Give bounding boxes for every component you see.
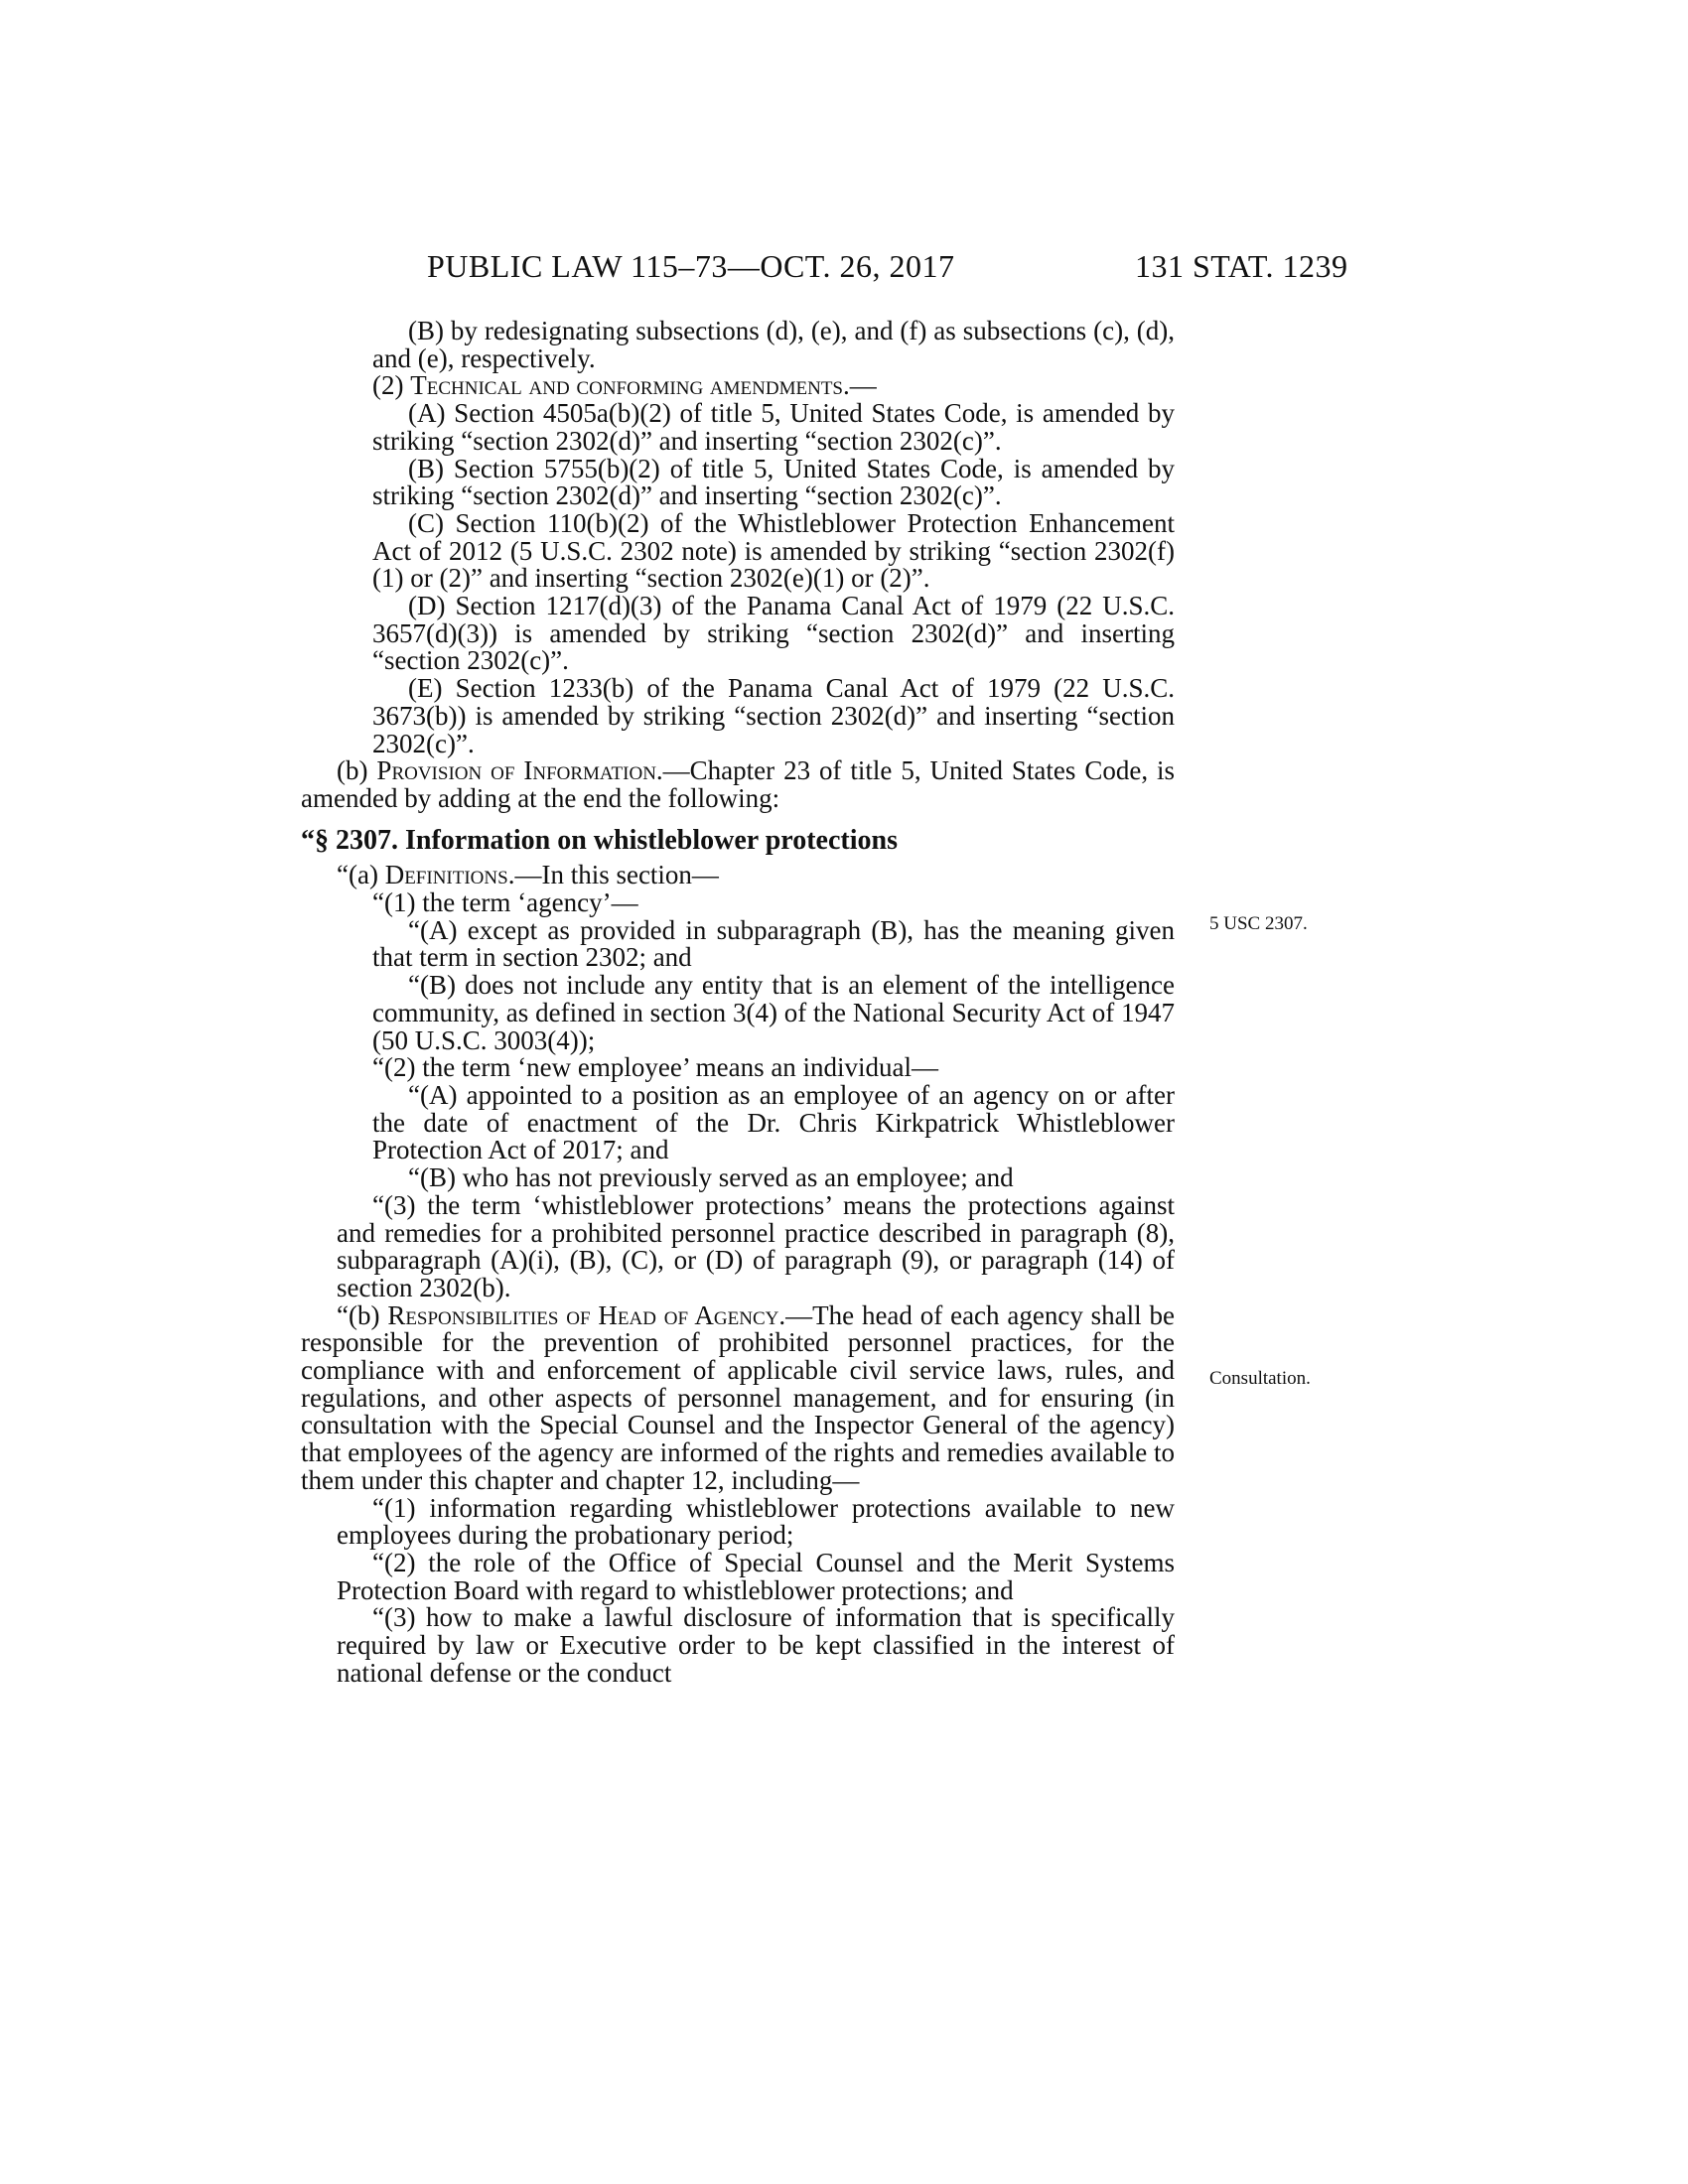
running-head-page-number: 131 STAT. 1239	[1135, 248, 1348, 284]
section-2307-b1: “(1) information regarding whistleblower protections available to new employees during the probationary period;	[337, 1492, 1175, 1551]
section-2307-b	[301, 1299, 1175, 1495]
margin-note-consultation: Consultation.	[1209, 1368, 1311, 1389]
paragraph-a2-E: (E) Section 1233(b) of the Panama Canal Act of 1979 (22 U.S.C. 3673(b)) is amended by striking “section 2302(d)” and inserting “section 2302(c)”.	[372, 673, 1175, 758]
paragraph-a2	[301, 372, 1175, 400]
paragraph-a2-A: (A) Section 4505a(b)(2) of title 5, United States Code, is amended by striking “section 2302(d)” and inserting “section 2302(c)”.	[372, 398, 1175, 456]
section-2307-b-text: —The head of each agency shall be responsible for the prevention of prohibited personnel practices, for the compliance with and enforcement of applicable civil service laws, rules, and regulations, and other aspects of personnel management, and for ensuring (in consultation with the Special Counsel and the Inspector General of the agency) that employees of the agency are informed of the rights and remedies available to them under this chapter and chapter 12, including—	[301, 1299, 1175, 1495]
section-2307-a1-A: “(A) except as provided in subparagraph (B), has the meaning given that term in section 2302; and	[372, 914, 1175, 973]
section-2307-a2: “(2) the term ‘new employee’ means an individual—	[372, 1052, 939, 1083]
subsection-b-text: —Chapter 23 of title 5, United States Code, is amended by adding at the end the following:	[301, 755, 1176, 813]
section-2307-a3: “(3) the term ‘whistleblower protections’ means the protections against and remedies for a prohibited personnel practice described in paragraph (8), subparagraph (A)(i), (B), (C), or (D) of paragraph (9), or paragraph (14) of section 2302(b).	[337, 1189, 1175, 1302]
section-2307-b-number: “(b)	[337, 1299, 380, 1330]
section-2307-a-text: —In this section—	[514, 860, 719, 890]
paragraph-a2-dash: —	[849, 370, 877, 401]
paragraph-a2-number: (2)	[372, 370, 404, 401]
section-2307-a-number: “(a)	[337, 860, 378, 890]
section-2307-a-heading: Definitions.	[384, 860, 515, 890]
document-body	[301, 318, 1175, 1687]
section-2307-b2: “(2) the role of the Office of Special Counsel and the Merit Systems Protection Board with regard to whistleblower protections; and	[337, 1547, 1175, 1605]
subsection-b-heading: Provision of Information.	[376, 755, 663, 786]
paragraph-a2-D: (D) Section 1217(d)(3) of the Panama Canal Act of 1979 (22 U.S.C. 3657(d)(3)) is amended by striking “section 2302(d)” and inserting “section 2302(c)”.	[372, 591, 1175, 676]
section-2307-b3: “(3) how to make a lawful disclosure of information that is specifically required by law or Executive order to be kept classified in the interest of national defense or the conduct	[337, 1602, 1175, 1688]
section-2307-a1: “(1) the term ‘agency’—	[372, 887, 638, 918]
margin-note-usc: 5 USC 2307.	[1209, 913, 1308, 934]
paragraph-a2-heading: Technical and conforming amendments.	[410, 370, 850, 401]
section-2307-b-heading: Responsibilities of Head of Agency.	[387, 1299, 786, 1330]
section-2307-a2-B: “(B) who has not previously served as an employee; and	[408, 1162, 1014, 1193]
running-head-title: PUBLIC LAW 115–73—OCT. 26, 2017	[427, 248, 955, 284]
subsection-b-number: (b)	[337, 755, 368, 786]
section-2307-a	[301, 862, 1175, 889]
subsection-b	[301, 757, 1175, 812]
section-heading: “§ 2307. Information on whistleblower protections	[301, 824, 898, 856]
section-2307-a1-B: “(B) does not include any entity that is an element of the intelligence community, as defined in section 3(4) of the National Security Act of 1947 (50 U.S.C. 3003(4));	[372, 970, 1175, 1055]
section-2307-a2-A: “(A) appointed to a position as an employee of an agency on or after the date of enactment of the Dr. Chris Kirkpatrick Whistleblower Protection Act of 2017; and	[372, 1079, 1175, 1165]
paragraph-a2-C: (C) Section 110(b)(2) of the Whistleblower Protection Enhancement Act of 2012 (5 U.S.C. 2302 note) is amended by striking “section 2302(f)(1) or (2)” and inserting “section 2302(e)(1) or (2)”.	[372, 507, 1175, 594]
paragraph-a1-B: (B) by redesignating subsections (d), (e), and (f) as subsections (c), (d), and (e), respectively.	[372, 316, 1175, 373]
paragraph-a2-B: (B) Section 5755(b)(2) of title 5, United States Code, is amended by striking “section 2302(d)” and inserting “section 2302(c)”.	[372, 453, 1175, 511]
